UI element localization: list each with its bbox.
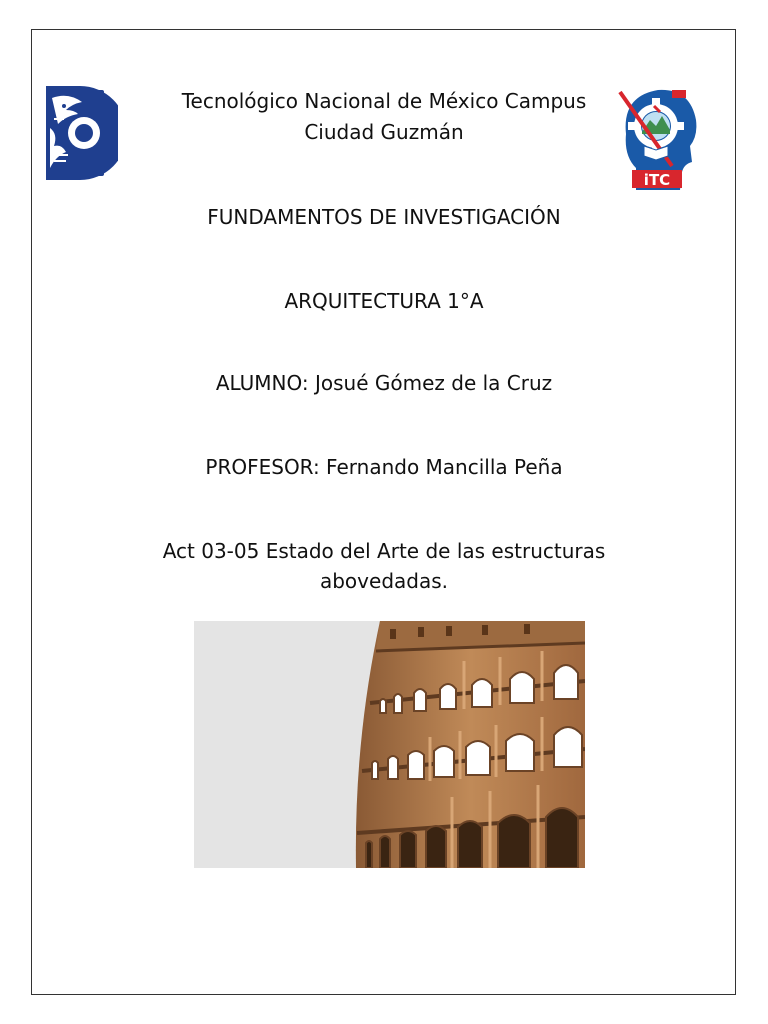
student-name: ALUMNO: Josué Gómez de la Cruz — [215, 371, 553, 395]
itcg-logo — [614, 84, 700, 192]
institution-name-line1: Tecnológico Nacional de México Campus — [181, 89, 587, 113]
itcg-logo-text: iTC — [643, 171, 671, 189]
professor-name: PROFESOR: Fernando Mancilla Peña — [205, 455, 563, 479]
institution-name-line2: Ciudad Guzmán — [304, 120, 464, 144]
colosseum-illustration — [194, 621, 585, 868]
subject-title: FUNDAMENTOS DE INVESTIGACIÓN — [207, 205, 561, 229]
activity-title-line2: abovedadas. — [319, 569, 448, 593]
itcg-head-gear-logo-icon — [614, 84, 700, 192]
colosseum-image — [194, 621, 585, 868]
group-title: ARQUITECTURA 1°A — [284, 289, 484, 313]
activity-title-line1: Act 03-05 Estado del Arte de las estructuras — [162, 539, 606, 563]
